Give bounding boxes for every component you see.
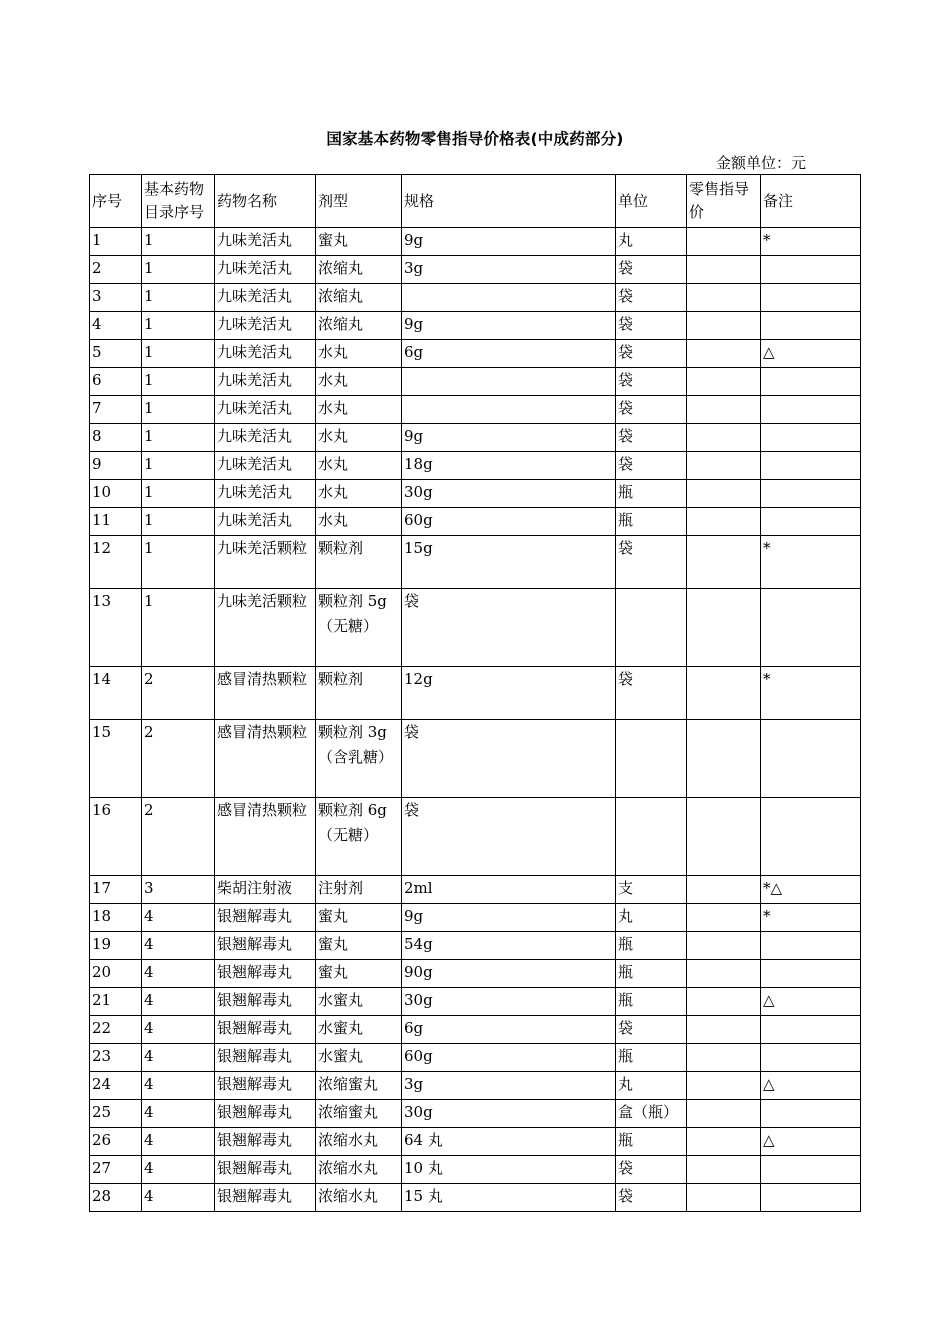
- cell-remark: [761, 720, 861, 798]
- cell-catalog-seq: 4: [142, 904, 215, 932]
- cell-retail-price: [687, 480, 761, 508]
- cell-seq: 8: [90, 424, 142, 452]
- cell-unit: 袋: [616, 256, 687, 284]
- cell-drug-name: 银翘解毒丸: [215, 1100, 316, 1128]
- cell-drug-name: 九味羌活丸: [215, 256, 316, 284]
- cell-drug-name: 九味羌活丸: [215, 368, 316, 396]
- cell-drug-name: 感冒清热颗粒: [215, 798, 316, 876]
- cell-remark: [761, 932, 861, 960]
- cell-catalog-seq: 3: [142, 876, 215, 904]
- table-row: [90, 508, 861, 536]
- cell-spec: 6g: [402, 1016, 616, 1044]
- table-row: [90, 368, 861, 396]
- cell-drug-name: 银翘解毒丸: [215, 1156, 316, 1184]
- header-row: [90, 175, 861, 228]
- cell-spec: 9g: [402, 424, 616, 452]
- cell-spec: 30g: [402, 988, 616, 1016]
- cell-spec: 90g: [402, 960, 616, 988]
- table-row: [90, 904, 861, 932]
- cell-dosage-form: 颗粒剂 6g（无糖）: [316, 798, 402, 876]
- cell-unit: 丸: [616, 228, 687, 256]
- cell-catalog-seq: 2: [142, 720, 215, 798]
- cell-dosage-form: 水蜜丸: [316, 1044, 402, 1072]
- cell-dosage-form: 颗粒剂 5g（无糖）: [316, 589, 402, 667]
- header-dosage-form: 剂型: [316, 175, 402, 228]
- cell-unit: 瓶: [616, 1128, 687, 1156]
- cell-seq: 25: [90, 1100, 142, 1128]
- cell-seq: 11: [90, 508, 142, 536]
- cell-remark: *: [761, 904, 861, 932]
- table-row: [90, 1184, 861, 1212]
- cell-dosage-form: 浓缩丸: [316, 312, 402, 340]
- cell-remark: [761, 508, 861, 536]
- cell-drug-name: 九味羌活丸: [215, 452, 316, 480]
- cell-spec: 2ml: [402, 876, 616, 904]
- currency-unit-label: 金额单位：元: [715, 154, 806, 172]
- table-row: [90, 284, 861, 312]
- cell-remark: *: [761, 536, 861, 589]
- cell-catalog-seq: 1: [142, 340, 215, 368]
- table-row: [90, 876, 861, 904]
- cell-remark: △: [761, 1072, 861, 1100]
- cell-catalog-seq: 1: [142, 228, 215, 256]
- cell-catalog-seq: 4: [142, 1100, 215, 1128]
- cell-remark: [761, 312, 861, 340]
- cell-spec: 15 丸: [402, 1184, 616, 1212]
- cell-dosage-form: 颗粒剂: [316, 536, 402, 589]
- cell-retail-price: [687, 589, 761, 667]
- table-row: [90, 452, 861, 480]
- cell-remark: [761, 1044, 861, 1072]
- cell-drug-name: 银翘解毒丸: [215, 932, 316, 960]
- cell-dosage-form: 浓缩蜜丸: [316, 1072, 402, 1100]
- cell-drug-name: 九味羌活颗粒: [215, 589, 316, 667]
- cell-drug-name: 柴胡注射液: [215, 876, 316, 904]
- cell-retail-price: [687, 1184, 761, 1212]
- cell-retail-price: [687, 228, 761, 256]
- cell-retail-price: [687, 1016, 761, 1044]
- cell-remark: △: [761, 340, 861, 368]
- cell-spec: 60g: [402, 508, 616, 536]
- cell-unit: [616, 798, 687, 876]
- cell-catalog-seq: 4: [142, 1128, 215, 1156]
- cell-retail-price: [687, 932, 761, 960]
- cell-drug-name: 九味羌活丸: [215, 396, 316, 424]
- cell-seq: 14: [90, 667, 142, 720]
- cell-unit: 袋: [616, 536, 687, 589]
- cell-seq: 13: [90, 589, 142, 667]
- table-row: [90, 256, 861, 284]
- cell-catalog-seq: 1: [142, 508, 215, 536]
- cell-seq: 1: [90, 228, 142, 256]
- cell-unit: 丸: [616, 1072, 687, 1100]
- cell-retail-price: [687, 960, 761, 988]
- cell-drug-name: 九味羌活丸: [215, 284, 316, 312]
- header-seq: 序号: [90, 175, 142, 228]
- page-title: 国家基本药物零售指导价格表(中成药部分): [326, 130, 624, 148]
- cell-remark: [761, 424, 861, 452]
- cell-catalog-seq: 4: [142, 1072, 215, 1100]
- cell-seq: 20: [90, 960, 142, 988]
- cell-spec: [402, 368, 616, 396]
- price-table: [89, 174, 861, 1212]
- table-body: [90, 228, 861, 1212]
- cell-dosage-form: 水丸: [316, 480, 402, 508]
- cell-dosage-form: 浓缩蜜丸: [316, 1100, 402, 1128]
- cell-spec: 15g: [402, 536, 616, 589]
- table-row: [90, 424, 861, 452]
- cell-drug-name: 九味羌活丸: [215, 424, 316, 452]
- cell-retail-price: [687, 876, 761, 904]
- cell-catalog-seq: 4: [142, 1184, 215, 1212]
- cell-unit: 袋: [616, 368, 687, 396]
- cell-remark: △: [761, 988, 861, 1016]
- cell-spec: 54g: [402, 932, 616, 960]
- table-row: [90, 988, 861, 1016]
- cell-retail-price: [687, 452, 761, 480]
- cell-remark: [761, 480, 861, 508]
- cell-unit: 瓶: [616, 508, 687, 536]
- cell-catalog-seq: 4: [142, 1016, 215, 1044]
- cell-seq: 5: [90, 340, 142, 368]
- cell-seq: 4: [90, 312, 142, 340]
- cell-retail-price: [687, 284, 761, 312]
- table-row: [90, 960, 861, 988]
- table-row: [90, 932, 861, 960]
- cell-remark: [761, 1100, 861, 1128]
- cell-catalog-seq: 1: [142, 256, 215, 284]
- cell-seq: 27: [90, 1156, 142, 1184]
- table-row: [90, 1156, 861, 1184]
- cell-unit: 丸: [616, 904, 687, 932]
- cell-spec: 30g: [402, 1100, 616, 1128]
- cell-catalog-seq: 4: [142, 1044, 215, 1072]
- cell-spec: 60g: [402, 1044, 616, 1072]
- cell-catalog-seq: 1: [142, 368, 215, 396]
- cell-drug-name: 银翘解毒丸: [215, 1016, 316, 1044]
- cell-drug-name: 银翘解毒丸: [215, 1044, 316, 1072]
- cell-seq: 7: [90, 396, 142, 424]
- cell-catalog-seq: 2: [142, 667, 215, 720]
- cell-drug-name: 感冒清热颗粒: [215, 720, 316, 798]
- cell-remark: [761, 256, 861, 284]
- table-row: [90, 1016, 861, 1044]
- cell-remark: *: [761, 667, 861, 720]
- cell-drug-name: 九味羌活颗粒: [215, 536, 316, 589]
- cell-spec: 3g: [402, 256, 616, 284]
- table-row: [90, 396, 861, 424]
- cell-unit: 瓶: [616, 988, 687, 1016]
- table-row: [90, 1128, 861, 1156]
- cell-catalog-seq: 1: [142, 424, 215, 452]
- cell-remark: [761, 1156, 861, 1184]
- cell-catalog-seq: 1: [142, 396, 215, 424]
- table-row: [90, 228, 861, 256]
- cell-spec: 3g: [402, 1072, 616, 1100]
- cell-unit: 支: [616, 876, 687, 904]
- cell-retail-price: [687, 720, 761, 798]
- table-row: [90, 720, 861, 798]
- cell-retail-price: [687, 508, 761, 536]
- cell-seq: 28: [90, 1184, 142, 1212]
- cell-drug-name: 九味羌活丸: [215, 340, 316, 368]
- cell-remark: [761, 452, 861, 480]
- cell-catalog-seq: 2: [142, 798, 215, 876]
- cell-retail-price: [687, 256, 761, 284]
- cell-unit: 袋: [616, 312, 687, 340]
- cell-dosage-form: 注射剂: [316, 876, 402, 904]
- cell-seq: 10: [90, 480, 142, 508]
- cell-catalog-seq: 1: [142, 536, 215, 589]
- cell-dosage-form: 蜜丸: [316, 904, 402, 932]
- cell-seq: 16: [90, 798, 142, 876]
- header-unit: 单位: [616, 175, 687, 228]
- cell-remark: *: [761, 228, 861, 256]
- cell-spec: [402, 396, 616, 424]
- cell-retail-price: [687, 1100, 761, 1128]
- cell-retail-price: [687, 1072, 761, 1100]
- cell-unit: 袋: [616, 340, 687, 368]
- cell-dosage-form: 颗粒剂 3g（含乳糖）: [316, 720, 402, 798]
- cell-drug-name: 银翘解毒丸: [215, 1184, 316, 1212]
- cell-spec: 袋: [402, 720, 616, 798]
- cell-seq: 19: [90, 932, 142, 960]
- table-row: [90, 1072, 861, 1100]
- cell-remark: *△: [761, 876, 861, 904]
- cell-spec: [402, 284, 616, 312]
- cell-catalog-seq: 4: [142, 988, 215, 1016]
- table-row: [90, 1100, 861, 1128]
- cell-dosage-form: 浓缩丸: [316, 284, 402, 312]
- cell-seq: 24: [90, 1072, 142, 1100]
- cell-drug-name: 银翘解毒丸: [215, 1128, 316, 1156]
- cell-seq: 21: [90, 988, 142, 1016]
- cell-dosage-form: 浓缩水丸: [316, 1184, 402, 1212]
- cell-retail-price: [687, 1156, 761, 1184]
- cell-remark: [761, 368, 861, 396]
- cell-unit: [616, 720, 687, 798]
- table-row: [90, 667, 861, 720]
- cell-drug-name: 银翘解毒丸: [215, 988, 316, 1016]
- cell-unit: [616, 589, 687, 667]
- cell-spec: 袋: [402, 589, 616, 667]
- cell-drug-name: 九味羌活丸: [215, 312, 316, 340]
- cell-dosage-form: 蜜丸: [316, 228, 402, 256]
- cell-spec: 9g: [402, 904, 616, 932]
- cell-remark: [761, 798, 861, 876]
- cell-dosage-form: 水丸: [316, 452, 402, 480]
- cell-retail-price: [687, 396, 761, 424]
- table-row: [90, 312, 861, 340]
- cell-spec: 9g: [402, 312, 616, 340]
- cell-seq: 2: [90, 256, 142, 284]
- cell-spec: 6g: [402, 340, 616, 368]
- cell-remark: △: [761, 1128, 861, 1156]
- cell-catalog-seq: 1: [142, 284, 215, 312]
- cell-unit: 袋: [616, 452, 687, 480]
- cell-spec: 9g: [402, 228, 616, 256]
- cell-unit: 袋: [616, 1184, 687, 1212]
- cell-unit: 瓶: [616, 480, 687, 508]
- cell-unit: 袋: [616, 1016, 687, 1044]
- cell-drug-name: 感冒清热颗粒: [215, 667, 316, 720]
- cell-remark: [761, 960, 861, 988]
- cell-dosage-form: 水丸: [316, 508, 402, 536]
- cell-retail-price: [687, 312, 761, 340]
- cell-unit: 袋: [616, 667, 687, 720]
- cell-retail-price: [687, 536, 761, 589]
- cell-drug-name: 九味羌活丸: [215, 480, 316, 508]
- cell-seq: 22: [90, 1016, 142, 1044]
- cell-catalog-seq: 4: [142, 932, 215, 960]
- header-spec: 规格: [402, 175, 616, 228]
- table-row: [90, 536, 861, 589]
- header-drug-name: 药物名称: [215, 175, 316, 228]
- cell-dosage-form: 蜜丸: [316, 960, 402, 988]
- cell-spec: 18g: [402, 452, 616, 480]
- cell-remark: [761, 589, 861, 667]
- cell-catalog-seq: 1: [142, 480, 215, 508]
- cell-drug-name: 银翘解毒丸: [215, 904, 316, 932]
- cell-dosage-form: 水丸: [316, 340, 402, 368]
- cell-spec: 12g: [402, 667, 616, 720]
- cell-dosage-form: 蜜丸: [316, 932, 402, 960]
- cell-unit: 瓶: [616, 932, 687, 960]
- cell-seq: 9: [90, 452, 142, 480]
- cell-catalog-seq: 1: [142, 589, 215, 667]
- cell-retail-price: [687, 340, 761, 368]
- cell-unit: 瓶: [616, 1044, 687, 1072]
- table-row: [90, 1044, 861, 1072]
- cell-seq: 15: [90, 720, 142, 798]
- cell-unit: 袋: [616, 1156, 687, 1184]
- table-row: [90, 480, 861, 508]
- cell-dosage-form: 水蜜丸: [316, 988, 402, 1016]
- cell-unit: 袋: [616, 424, 687, 452]
- cell-retail-price: [687, 368, 761, 396]
- cell-unit: 瓶: [616, 960, 687, 988]
- cell-dosage-form: 颗粒剂: [316, 667, 402, 720]
- cell-spec: 10 丸: [402, 1156, 616, 1184]
- cell-drug-name: 九味羌活丸: [215, 508, 316, 536]
- cell-unit: 袋: [616, 396, 687, 424]
- cell-dosage-form: 浓缩水丸: [316, 1128, 402, 1156]
- cell-drug-name: 银翘解毒丸: [215, 960, 316, 988]
- cell-dosage-form: 水蜜丸: [316, 1016, 402, 1044]
- cell-remark: [761, 284, 861, 312]
- cell-unit: 盒（瓶）: [616, 1100, 687, 1128]
- cell-catalog-seq: 4: [142, 960, 215, 988]
- cell-catalog-seq: 4: [142, 1156, 215, 1184]
- cell-seq: 18: [90, 904, 142, 932]
- cell-drug-name: 银翘解毒丸: [215, 1072, 316, 1100]
- cell-spec: 袋: [402, 798, 616, 876]
- table-row: [90, 589, 861, 667]
- cell-seq: 17: [90, 876, 142, 904]
- cell-seq: 3: [90, 284, 142, 312]
- cell-retail-price: [687, 798, 761, 876]
- cell-catalog-seq: 1: [142, 312, 215, 340]
- cell-dosage-form: 水丸: [316, 368, 402, 396]
- cell-seq: 6: [90, 368, 142, 396]
- cell-drug-name: 九味羌活丸: [215, 228, 316, 256]
- cell-retail-price: [687, 904, 761, 932]
- header-remark: 备注: [761, 175, 861, 228]
- cell-seq: 12: [90, 536, 142, 589]
- cell-dosage-form: 水丸: [316, 424, 402, 452]
- cell-spec: 30g: [402, 480, 616, 508]
- table-row: [90, 798, 861, 876]
- cell-remark: [761, 396, 861, 424]
- cell-retail-price: [687, 1128, 761, 1156]
- cell-catalog-seq: 1: [142, 452, 215, 480]
- header-catalog-seq: 基本药物目录序号: [142, 175, 215, 228]
- cell-retail-price: [687, 1044, 761, 1072]
- cell-dosage-form: 浓缩丸: [316, 256, 402, 284]
- cell-remark: [761, 1184, 861, 1212]
- cell-spec: 64 丸: [402, 1128, 616, 1156]
- header-retail-price: 零售指导价: [687, 175, 761, 228]
- cell-dosage-form: 水丸: [316, 396, 402, 424]
- cell-remark: [761, 1016, 861, 1044]
- cell-retail-price: [687, 424, 761, 452]
- cell-retail-price: [687, 667, 761, 720]
- cell-retail-price: [687, 988, 761, 1016]
- table-row: [90, 340, 861, 368]
- cell-seq: 26: [90, 1128, 142, 1156]
- cell-unit: 袋: [616, 284, 687, 312]
- cell-dosage-form: 浓缩水丸: [316, 1156, 402, 1184]
- cell-seq: 23: [90, 1044, 142, 1072]
